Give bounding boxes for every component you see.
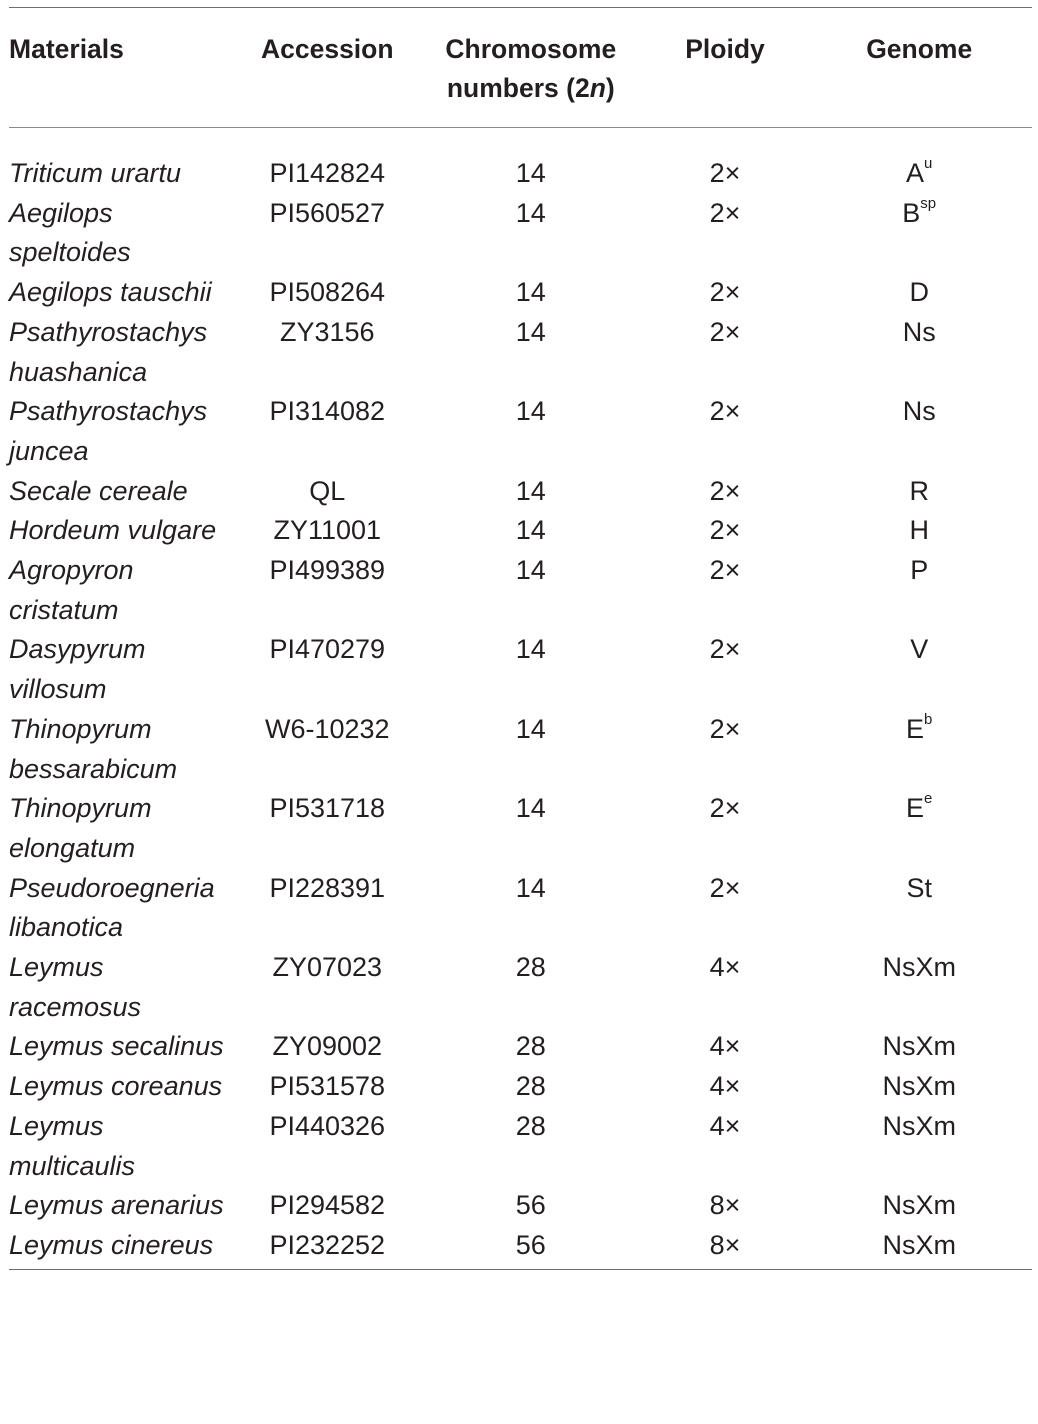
header-genome: Genome	[866, 34, 973, 64]
genome-cell	[806, 511, 1032, 551]
genome-base: E	[906, 713, 925, 744]
genome-superscript: e	[924, 790, 933, 808]
chromosome-cell: 14	[515, 316, 546, 347]
table-row	[9, 511, 1032, 551]
ploidy-cell: 2×	[709, 515, 741, 546]
genome-base: NsXm	[882, 1031, 956, 1062]
chromosome-cell: 14	[515, 793, 546, 824]
chromosome-cell: 28	[515, 1110, 546, 1141]
material-cell: Leymus multicaulis	[9, 1110, 136, 1181]
genome-base: B	[902, 197, 921, 228]
table-row	[9, 789, 1032, 868]
ploidy-cell: 8×	[709, 1190, 741, 1221]
material-cell: Leymus cinereus	[9, 1229, 214, 1260]
chromosome-cell: 14	[515, 872, 546, 903]
accession-cell: PI560527	[269, 197, 386, 228]
genome-base: NsXm	[882, 1071, 956, 1102]
genome-cell	[806, 630, 1032, 709]
table-row	[9, 273, 1032, 313]
accession-cell: PI470279	[269, 634, 386, 665]
genome-base: Ns	[902, 396, 936, 427]
accession-cell: ZY3156	[279, 316, 375, 347]
genome-cell	[806, 1186, 1032, 1226]
genome-cell	[806, 710, 1032, 789]
table-row	[9, 154, 1032, 194]
genome-cell	[806, 392, 1032, 471]
material-cell: Leymus arenarius	[9, 1190, 224, 1221]
chromosome-cell: 14	[515, 515, 546, 546]
material-cell: Leymus secalinus	[9, 1031, 224, 1062]
genome-cell	[806, 551, 1032, 630]
genome-cell	[806, 313, 1032, 392]
genome-base: R	[909, 475, 929, 506]
genome-cell	[806, 1067, 1032, 1107]
material-cell: Pseudoroegneria libanotica	[9, 872, 215, 943]
chromosome-cell: 56	[515, 1190, 546, 1221]
chromosome-cell: 28	[515, 1031, 546, 1062]
genome-superscript: sp	[920, 194, 937, 212]
genome-base: H	[909, 515, 929, 546]
table-row	[9, 1186, 1032, 1226]
material-cell: Leymus coreanus	[9, 1071, 223, 1102]
chromosome-cell: 14	[515, 396, 546, 427]
ploidy-cell: 4×	[709, 1110, 741, 1141]
table-row	[9, 710, 1032, 789]
material-cell: Secale cereale	[9, 475, 188, 506]
ploidy-cell: 2×	[709, 555, 741, 586]
table-row	[9, 1107, 1032, 1186]
genome-base: NsXm	[882, 1190, 956, 1221]
ploidy-cell: 2×	[709, 713, 741, 744]
chromosome-cell: 14	[515, 277, 546, 308]
material-cell: Hordeum vulgare	[9, 515, 217, 546]
chromosome-cell: 28	[515, 952, 546, 983]
genome-base: A	[906, 158, 925, 188]
chromosome-cell: 14	[515, 555, 546, 586]
accession-cell: ZY11001	[273, 515, 382, 546]
material-cell: Dasypyrum villosum	[9, 634, 146, 705]
genome-cell	[806, 1107, 1032, 1186]
chromosome-cell: 14	[515, 197, 546, 228]
table-row	[9, 1067, 1032, 1107]
material-cell: Psathyrostachys juncea	[9, 396, 208, 466]
ploidy-cell: 2×	[709, 475, 741, 506]
accession-cell: PI314082	[269, 396, 386, 427]
genome-cell	[806, 472, 1032, 512]
table-header	[9, 8, 1032, 127]
genome-superscript: b	[924, 710, 933, 728]
accession-cell: PI228391	[269, 872, 386, 903]
material-cell: Agropyron cristatum	[9, 555, 134, 625]
accession-cell: ZY09002	[272, 1031, 383, 1062]
accession-cell: PI142824	[269, 158, 386, 188]
table-row	[9, 630, 1032, 709]
accession-cell: PI531578	[269, 1071, 386, 1102]
genome-base: St	[906, 872, 932, 903]
ploidy-cell: 2×	[709, 277, 741, 308]
genome-base: P	[910, 555, 929, 586]
ploidy-cell: 4×	[709, 1031, 741, 1062]
accession-cell: W6-10232	[264, 713, 390, 744]
material-cell: Aegilops speltoides	[9, 197, 131, 268]
accession-cell: PI294582	[269, 1190, 386, 1221]
ploidy-cell: 4×	[709, 1071, 741, 1102]
genome-base: NsXm	[882, 1110, 956, 1141]
material-cell: Leymus racemosus	[9, 952, 142, 1022]
genome-cell	[806, 948, 1032, 1027]
header-chromosome-line2-prefix: numbers (2	[446, 73, 590, 103]
header-materials: Materials	[9, 34, 124, 64]
material-cell: Triticum urartu	[9, 158, 182, 188]
table-row	[9, 194, 1032, 273]
table-row	[9, 1226, 1032, 1266]
genome-base: V	[910, 634, 929, 665]
material-cell: Thinopyrum bessarabicum	[9, 713, 178, 784]
material-cell: Aegilops tauschii	[9, 277, 212, 308]
ploidy-cell: 2×	[709, 158, 741, 188]
chromosome-cell: 14	[515, 634, 546, 665]
genome-base: Ns	[902, 316, 936, 347]
genome-base: NsXm	[882, 952, 956, 983]
table-row	[9, 948, 1032, 1027]
ploidy-cell: 4×	[709, 952, 741, 983]
accession-cell: ZY07023	[272, 952, 383, 983]
chromosome-cell: 28	[515, 1071, 546, 1102]
genome-superscript: u	[924, 155, 933, 172]
bottom-rule	[9, 1269, 1032, 1270]
table-body	[9, 128, 1032, 1269]
header-chromosome-line2-italic: n	[589, 73, 606, 103]
header-ploidy: Ploidy	[685, 34, 765, 64]
ploidy-cell: 2×	[709, 197, 741, 228]
genome-cell	[806, 273, 1032, 313]
genome-cell	[806, 194, 1032, 273]
chromosome-cell: 14	[515, 475, 546, 506]
material-cell: Psathyrostachys huashanica	[9, 316, 208, 387]
header-chromosome-line2-suffix: )	[605, 73, 615, 103]
ploidy-cell: 2×	[709, 634, 741, 665]
header-chromosome-line1: Chromosome	[445, 34, 617, 64]
material-cell: Thinopyrum elongatum	[9, 793, 152, 863]
header-chromosome-numbers	[418, 30, 644, 127]
accession-cell: PI508264	[269, 277, 386, 308]
chromosome-cell: 14	[515, 158, 546, 188]
table-row	[9, 551, 1032, 630]
genome-base: E	[906, 793, 925, 824]
genome-cell	[806, 154, 1032, 194]
genome-cell	[806, 1226, 1032, 1266]
accession-cell: PI531718	[269, 793, 386, 824]
ploidy-cell: 2×	[709, 396, 741, 427]
accession-cell: PI440326	[269, 1110, 386, 1141]
table-row	[9, 392, 1032, 471]
accession-cell: QL	[309, 475, 346, 506]
chromosome-cell: 14	[515, 713, 546, 744]
ploidy-cell: 2×	[709, 872, 741, 903]
genome-cell	[806, 1027, 1032, 1067]
accession-cell: PI499389	[269, 555, 386, 586]
header-accession: Accession	[260, 34, 394, 64]
materials-table	[9, 7, 1032, 1270]
genome-base: NsXm	[882, 1229, 956, 1260]
table-row	[9, 869, 1032, 948]
chromosome-cell: 56	[515, 1229, 546, 1260]
table-row	[9, 313, 1032, 392]
ploidy-cell: 2×	[709, 793, 741, 824]
ploidy-cell: 8×	[709, 1229, 741, 1260]
ploidy-cell: 2×	[709, 316, 741, 347]
table-row	[9, 472, 1032, 512]
accession-cell: PI232252	[269, 1229, 386, 1260]
table-row	[9, 1027, 1032, 1067]
genome-base: D	[909, 277, 929, 308]
genome-cell	[806, 789, 1032, 868]
genome-cell	[806, 869, 1032, 948]
